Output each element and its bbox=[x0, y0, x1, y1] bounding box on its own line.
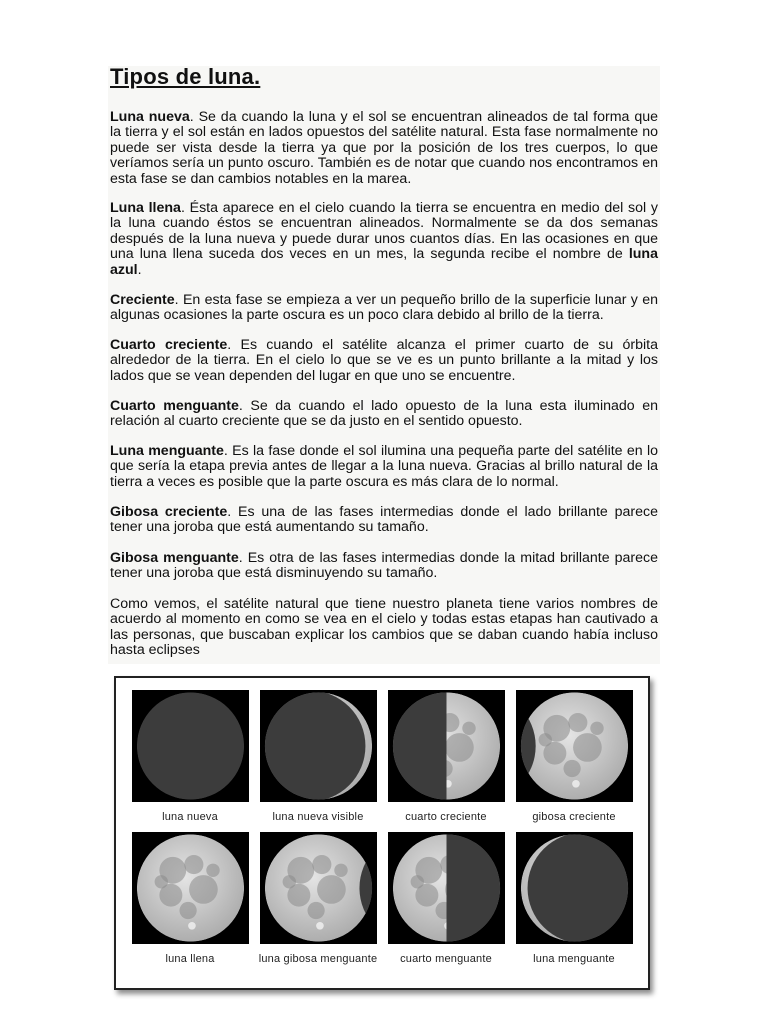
term-luna-azul: luna azul bbox=[110, 246, 658, 278]
moon-icon bbox=[516, 832, 633, 944]
paragraph-conclusion bbox=[110, 597, 658, 659]
moon-phase-caption: luna gibosa menguante bbox=[258, 953, 378, 965]
term: Gibosa menguante bbox=[110, 550, 239, 566]
moon-icon bbox=[516, 690, 633, 802]
moon-icon bbox=[260, 832, 377, 944]
paragraph-text: Como vemos, el satélite natural que tiene nuestro planeta tiene varios nombres de acuerdo al momento en como se vea en el cielo y todas estas etapas han cautivado a las personas, que buscaban explicar los cambios que se daban cuando había incluso hasta eclipses bbox=[110, 596, 658, 659]
paragraph-creciente bbox=[110, 293, 658, 324]
term: Cuarto creciente bbox=[110, 337, 228, 353]
paragraph-text: . Es cuando el satélite alcanza el primer cuarto de su órbita alrededor de la tierra. En el cielo lo que se ve es un punto brillante a la mitad y los lados que se vean dependen del lugar en que uno se encuentre. bbox=[110, 337, 658, 384]
term: Luna nueva bbox=[110, 109, 190, 125]
paragraph-luna-menguante bbox=[110, 444, 658, 490]
paragraph-luna-nueva bbox=[110, 110, 658, 187]
paragraph-gibosa-creciente bbox=[110, 505, 658, 536]
moon-phase-caption: cuarto creciente bbox=[405, 811, 487, 823]
moon-icon bbox=[260, 690, 377, 802]
term: Creciente bbox=[110, 292, 175, 308]
moon-phase-caption: cuarto menguante bbox=[400, 953, 492, 965]
moon-phase-caption: luna llena bbox=[165, 953, 215, 965]
term: Luna menguante bbox=[110, 443, 224, 459]
paragraph-text: . Es la fase donde el sol ilumina una pequeña parte del satélite en lo que sería la etapa previa antes de llegar a la luna nueva. Gracias al brillo natural de la tierra a veces es posible que la parte oscura es más clara de lo normal. bbox=[110, 443, 658, 490]
paragraph-cuarto-menguante bbox=[110, 399, 658, 430]
paragraph-cuarto-creciente bbox=[110, 338, 658, 384]
paragraph-text: . Se da cuando el lado opuesto de la luna esta iluminado en relación al cuarto creciente que se da justo en el sentido opuesto. bbox=[110, 398, 658, 430]
moon-phase-caption: luna nueva visible bbox=[272, 811, 364, 823]
moon-icon bbox=[132, 690, 249, 802]
paragraph-text: . Ésta aparece en el cielo cuando la tierra se encuentra en medio del sol y la luna cuando éstos se encuentran alineados. Normalmente se da dos semanas después de la luna nueva y puede durar unos cuantos días. En las ocasiones en que una luna llena suceda dos veces en un mes, la segunda recibe el nombre de bbox=[110, 200, 658, 263]
paragraph-gibosa-menguante bbox=[110, 551, 658, 582]
moon-phase-tile bbox=[132, 690, 249, 802]
paragraph-text: . Es una de las fases intermedias donde el lado brillante parece tener una joroba que está aumentando su tamaño. bbox=[110, 504, 659, 536]
moon-phase-caption: luna nueva bbox=[162, 811, 218, 823]
moon-phase-caption: luna menguante bbox=[533, 953, 615, 965]
moon-phase-tile bbox=[388, 832, 505, 944]
moon-icon bbox=[388, 832, 505, 944]
paragraph-text: . Es otra de las fases intermedias donde la mitad brillante parece tener una joroba que está disminuyendo su tamaño. bbox=[110, 550, 658, 582]
term: Cuarto menguante bbox=[110, 398, 239, 414]
term: Luna llena bbox=[110, 200, 181, 216]
paragraph-text: . Se da cuando la luna y el sol se encuentran alineados de tal forma que la tierra y el sol están en lados opuestos del satélite natural. Esta fase normalmente no puede ser vista desde la tierra ya que por la posición de los tres cuerpos, lo que veríamos sería un punto oscuro. También es de notar que cuando nos encontramos en esta fase se dan cambios notables en la marea. bbox=[110, 109, 658, 187]
moon-phase-tile bbox=[132, 832, 249, 944]
paragraph-text: . En esta fase se empieza a ver un pequeño brillo de la superficie lunar y en algunas ocasiones la parte oscura es un poco clara debido al brillo de la tierra. bbox=[110, 292, 658, 324]
term: Gibosa creciente bbox=[110, 504, 228, 520]
moon-phases-figure bbox=[114, 676, 650, 990]
paragraph-luna-llena bbox=[110, 201, 658, 278]
moon-phase-caption: gibosa creciente bbox=[532, 811, 616, 823]
moon-phase-tile bbox=[260, 832, 377, 944]
paragraph-tail: . bbox=[137, 261, 142, 278]
moon-icon bbox=[388, 690, 505, 802]
moon-phase-tile bbox=[516, 832, 633, 944]
document-title: Tipos de luna. bbox=[110, 64, 261, 89]
moon-phase-tile bbox=[260, 690, 377, 802]
moon-phase-tile bbox=[516, 690, 633, 802]
moon-phase-tile bbox=[388, 690, 505, 802]
moon-icon bbox=[132, 832, 249, 944]
